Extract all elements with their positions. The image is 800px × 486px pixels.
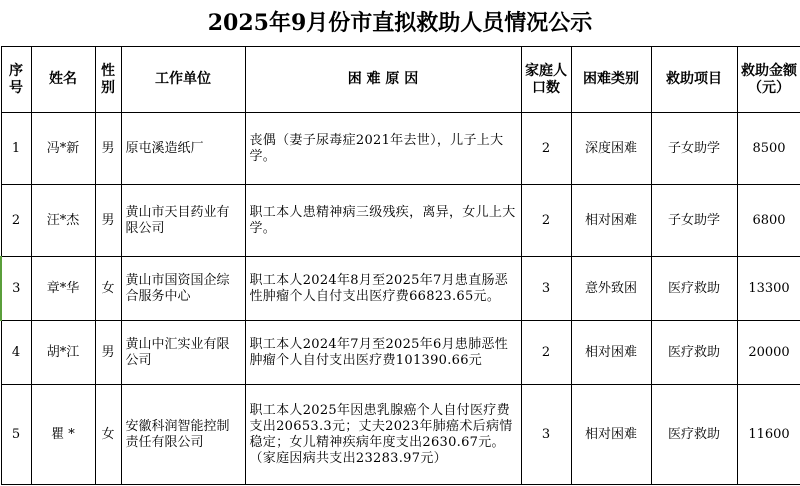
header-household: 家庭人口数 [521,47,571,113]
cell-name: 汪*杰 [31,185,95,257]
cell-amount: 13300 [737,257,800,321]
cell-item: 医疗救助 [651,321,737,385]
cell-seq: 4 [1,321,31,385]
cell-category: 相对困难 [571,185,651,257]
cell-gender: 男 [95,321,121,385]
cell-gender: 男 [95,185,121,257]
cell-employer: 安徽科润智能控制责任有限公司 [121,385,245,485]
header-row [1,47,800,113]
cell-household: 2 [521,321,571,385]
cell-category: 相对困难 [571,385,651,485]
header-item: 救助项目 [651,47,737,113]
cell-category: 深度困难 [571,113,651,185]
table-row [1,385,800,485]
cell-gender: 女 [95,257,121,321]
cell-seq: 2 [1,185,31,257]
header-category: 困难类别 [571,47,651,113]
cell-reason: 职工本人2024年8月至2025年7月患直肠恶性肿瘤个人自付支出医疗费66823.65元。 [245,257,521,321]
header-gender: 性别 [95,47,121,113]
cell-seq: 5 [1,385,31,485]
cell-gender: 男 [95,113,121,185]
header-employer: 工作单位 [121,47,245,113]
cell-household: 2 [521,113,571,185]
table-row [1,185,800,257]
cell-employer: 黄山市国资国企综合服务中心 [121,257,245,321]
cell-name: 章*华 [31,257,95,321]
cell-household: 3 [521,385,571,485]
cell-seq: 1 [1,113,31,185]
header-seq: 序号 [1,47,31,113]
cell-employer: 黄山市天目药业有限公司 [121,185,245,257]
cell-name: 冯*新 [31,113,95,185]
cell-amount: 8500 [737,113,800,185]
cell-amount: 20000 [737,321,800,385]
header-amount: 救助金额（元） [737,47,800,113]
cell-household: 3 [521,257,571,321]
cell-amount: 11600 [737,385,800,485]
cell-gender: 女 [95,385,121,485]
cell-category: 意外致困 [571,257,651,321]
table-row [1,321,800,385]
cell-item: 子女助学 [651,185,737,257]
cell-category: 相对困难 [571,321,651,385]
cell-reason: 职工本人2024年7月至2025年6月患肺恶性肿瘤个人自付支出医疗费101390.66元 [245,321,521,385]
cell-reason: 职工本人2025年因患乳腺癌个人自付医疗费支出20653.3元；丈夫2023年肺癌术后病情稳定；女儿精神疾病年度支出2630.67元。（家庭因病共支出23283.97元） [245,385,521,485]
relief-table [0,46,800,485]
cell-name: 瞿 * [31,385,95,485]
cell-reason: 丧偶（妻子尿毒症2021年去世），儿子上大学。 [245,113,521,185]
cell-amount: 6800 [737,185,800,257]
table-row [1,113,800,185]
cell-seq: 3 [1,257,31,321]
cell-item: 医疗救助 [651,385,737,485]
table-row [1,257,800,321]
cell-employer: 原屯溪造纸厂 [121,113,245,185]
header-reason: 困 难 原 因 [245,47,521,113]
cell-household: 2 [521,185,571,257]
cell-reason: 职工本人患精神病三级残疾，离异，女儿上大学。 [245,185,521,257]
page-title: 2025年9月份市直拟救助人员情况公示 [207,10,593,36]
cell-employer: 黄山中汇实业有限公司 [121,321,245,385]
cell-name: 胡*江 [31,321,95,385]
cell-item: 医疗救助 [651,257,737,321]
header-name: 姓名 [31,47,95,113]
cell-item: 子女助学 [651,113,737,185]
